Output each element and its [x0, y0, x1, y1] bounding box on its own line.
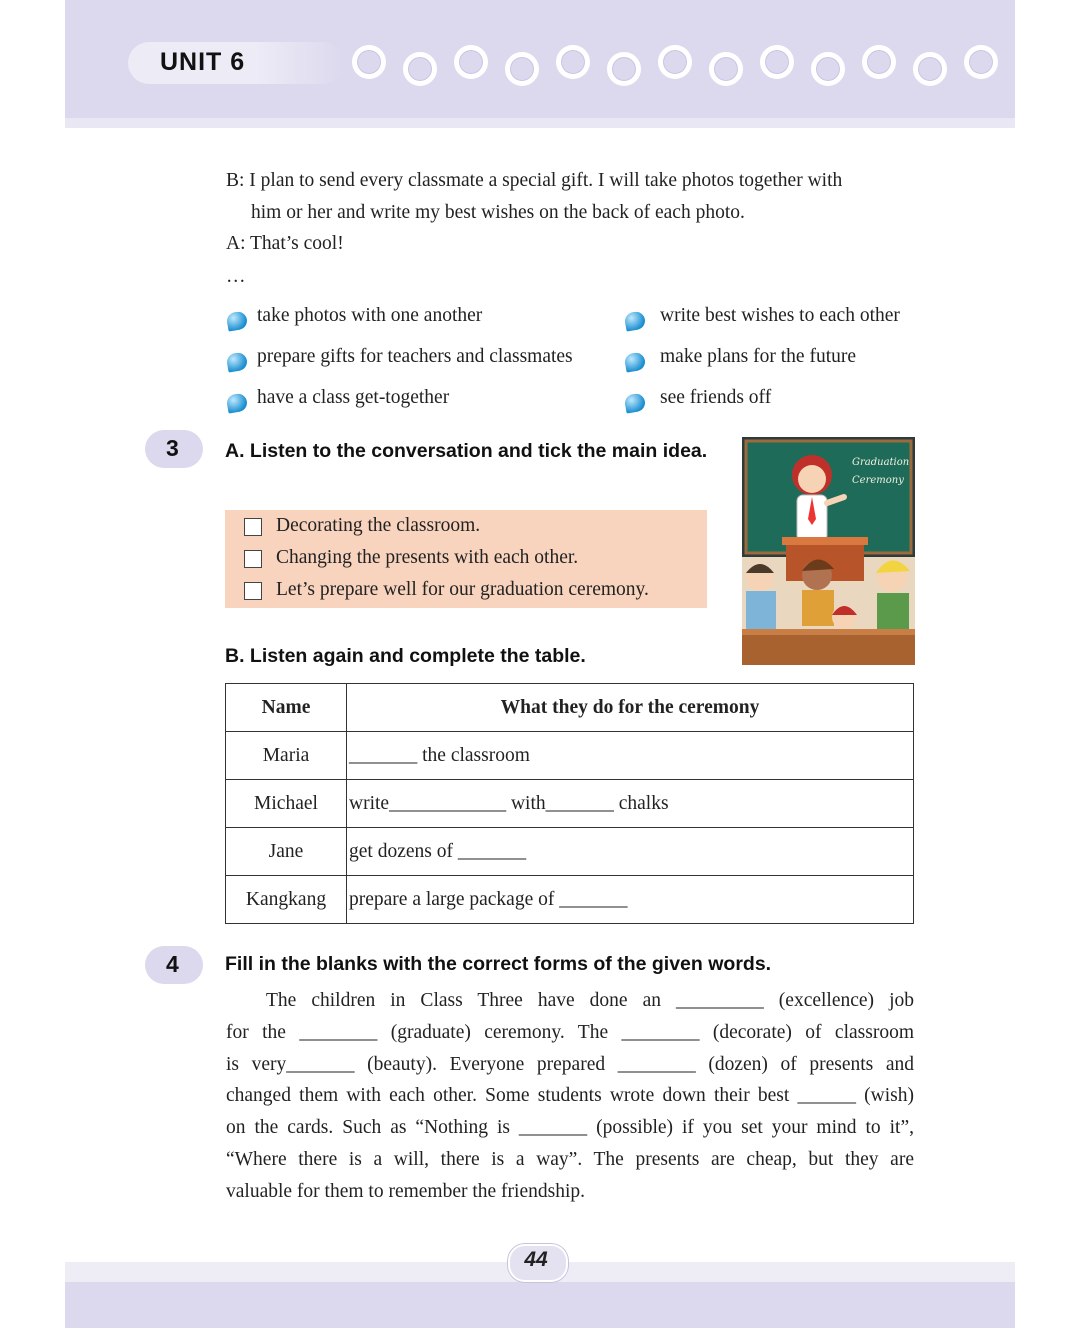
option-label: Changing the presents with each other. [276, 547, 579, 568]
phrase-item: see friends off [660, 387, 772, 408]
option-label: Decorating the classroom. [276, 515, 481, 536]
table-cell-task[interactable]: _______ the classroom [347, 732, 914, 780]
phrase-item: take photos with one another [257, 305, 483, 326]
paragraph-line: “Where there is a will, there is a way”. The presents are cheap, but they are [226, 1148, 914, 1170]
section-3-number: 3 [166, 435, 179, 461]
phrase-item: prepare gifts for teachers and classmates [257, 346, 573, 367]
column-header-task: What they do for the ceremony [347, 684, 914, 732]
page-number: 44 [524, 1248, 548, 1271]
board-text-2: Ceremony [852, 475, 904, 486]
section-4-number: 4 [166, 951, 179, 977]
paragraph-line: is very_______ (beauty). Everyone prepared ________ (dozen) of presents and [226, 1053, 914, 1075]
table-row [226, 732, 914, 780]
dialogue-a-line: A: That’s cool! [226, 233, 344, 254]
column-header-name: Name [226, 684, 347, 732]
ring-icon [505, 52, 539, 86]
option-checkbox[interactable] [244, 550, 262, 568]
ring-icon [556, 45, 590, 79]
table-row [226, 828, 914, 876]
paragraph-line: The children in Class Three have done an _________ (excellence) job [266, 990, 914, 1011]
table-row [226, 780, 914, 828]
ring-icon [862, 45, 896, 79]
paragraph-line: on the cards. Such as “Nothing is _______ (possible) if you set your mind to it”, [226, 1117, 914, 1139]
section-3b-heading: B. Listen again and complete the table. [225, 645, 586, 667]
ring-icon [352, 45, 386, 79]
ring-icon [607, 52, 641, 86]
header-divider [65, 118, 1015, 128]
option-label: Let’s prepare well for our graduation ceremony. [276, 579, 649, 600]
unit-label: UNIT 6 [160, 48, 246, 76]
table-cell-name: Kangkang [226, 876, 347, 924]
board-text-1: Graduation [852, 457, 910, 468]
table-cell-task[interactable]: get dozens of _______ [347, 828, 914, 876]
section-3a-heading: A. Listen to the conversation and tick the main idea. [225, 440, 708, 462]
phrase-item: make plans for the future [660, 346, 857, 367]
phrase-item: have a class get-together [257, 387, 450, 408]
option-checkbox[interactable] [244, 518, 262, 536]
dialogue-b-line1: B: I plan to send every classmate a special gift. I will take photos together with [226, 170, 843, 191]
table-cell-name: Jane [226, 828, 347, 876]
classroom-illustration [742, 437, 915, 665]
ring-icon [709, 52, 743, 86]
ring-icon [760, 45, 794, 79]
ring-icon [811, 52, 845, 86]
paragraph-line: for the ________ (graduate) ceremony. The ________ (decorate) of classroom [226, 1021, 914, 1043]
ring-icon [454, 45, 488, 79]
ring-icon [913, 52, 947, 86]
ring-icon [403, 52, 437, 86]
table-cell-task[interactable]: write____________ with_______ chalks [347, 780, 914, 828]
table-row [226, 876, 914, 924]
ring-icon [964, 45, 998, 79]
section-4-heading: Fill in the blanks with the correct forms of the given words. [225, 953, 772, 975]
paragraph-line: changed them with each other. Some students wrote down their best ______ (wish) [226, 1085, 914, 1107]
fill-in-paragraph [226, 985, 914, 1208]
option-checkbox[interactable] [244, 582, 262, 600]
paragraph-line: valuable for them to remember the friendship. [226, 1180, 585, 1202]
table-header-row [226, 684, 914, 732]
table-cell-name: Maria [226, 732, 347, 780]
dialogue-ellipsis: … [226, 266, 246, 287]
phrase-item: write best wishes to each other [660, 305, 900, 326]
table-cell-name: Michael [226, 780, 347, 828]
ceremony-table [225, 683, 914, 924]
ring-icon [658, 45, 692, 79]
dialogue-b-line2: him or her and write my best wishes on the back of each photo. [251, 202, 745, 223]
table-cell-task[interactable]: prepare a large package of _______ [347, 876, 914, 924]
footer-band [65, 1282, 1015, 1328]
